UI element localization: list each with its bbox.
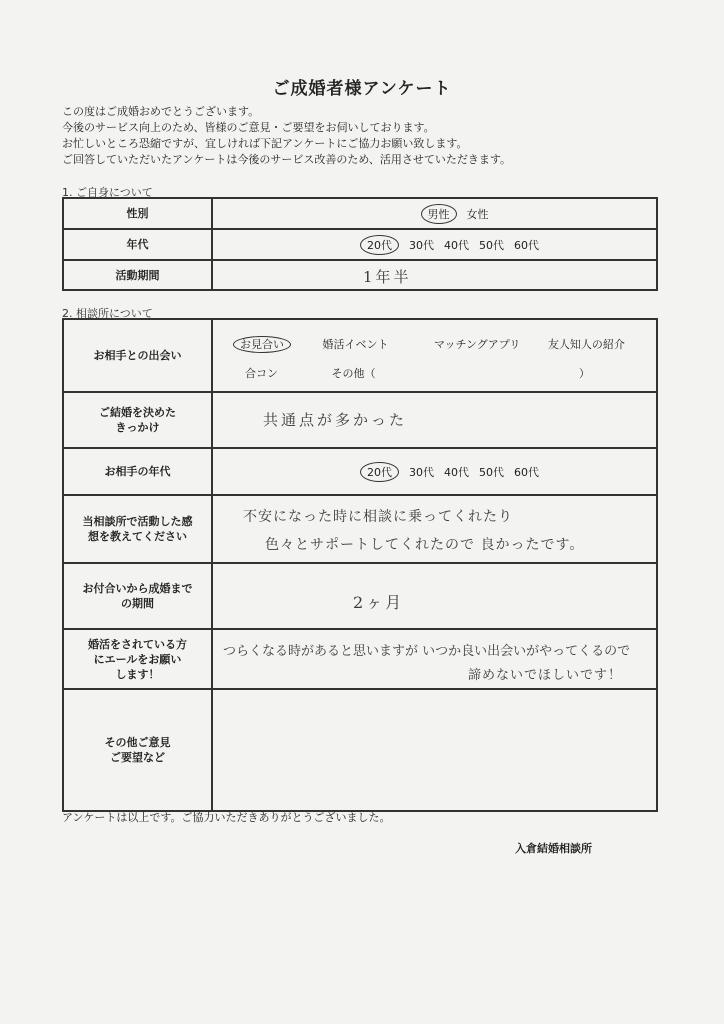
- impression-field[interactable]: [212, 495, 657, 563]
- duration-field[interactable]: [212, 563, 657, 629]
- reason-label: [63, 392, 212, 448]
- meeting-label: お相手との出会い: [63, 319, 212, 392]
- other-label-line: ご要望など: [110, 751, 165, 764]
- meeting-option-event[interactable]: 婚活イベント: [322, 338, 389, 351]
- duration-label: [63, 563, 212, 629]
- age-label: 年代: [63, 229, 212, 260]
- period-label: 活動期間: [63, 260, 212, 290]
- intro-text: [62, 104, 511, 168]
- age-option-20s[interactable]: 20代: [360, 235, 399, 255]
- section2-table: [62, 318, 658, 812]
- reason-label-line: きっかけ: [115, 421, 160, 434]
- partner-age-field[interactable]: [212, 448, 657, 495]
- intro-line: 今後のサービス向上のため、皆様のご意見・ご要望をお伺いしております。: [62, 121, 435, 134]
- age-option-30s[interactable]: 30代: [409, 238, 434, 252]
- page-title: ご成婚者様アンケート: [272, 79, 452, 99]
- section1-heading: 1. ご自身について: [62, 186, 153, 199]
- gender-female-option[interactable]: 女性: [466, 207, 489, 221]
- other-label: [63, 689, 212, 811]
- reason-field[interactable]: [212, 392, 657, 448]
- partner-age-option-30s[interactable]: 30代: [409, 465, 434, 479]
- partner-age-option-60s[interactable]: 60代: [514, 465, 539, 479]
- gender-label: 性別: [63, 198, 212, 229]
- duration-label-line: お付合いから成婚まで: [82, 582, 193, 595]
- reason-answer: 共通点が多かった: [263, 411, 408, 429]
- meeting-field[interactable]: [212, 319, 657, 392]
- office-name: 入倉結婚相談所: [515, 842, 592, 855]
- meeting-option-app[interactable]: マッチングアプリ: [434, 338, 521, 351]
- message-label: [63, 629, 212, 689]
- other-field[interactable]: [212, 689, 657, 811]
- message-answer-line1: つらくなる時があると思いますが いつか良い出会いがやってくるので: [223, 644, 631, 659]
- other-label-line: その他ご意見: [104, 736, 171, 749]
- duration-answer: 2ヶ月: [353, 593, 405, 612]
- partner-age-label: お相手の年代: [63, 448, 212, 495]
- meeting-option-omiai[interactable]: お見合い: [233, 336, 291, 353]
- impression-label-line: 当相談所で活動した感: [82, 515, 193, 528]
- intro-line: ご回答していただいたアンケートは今後のサービス改善のため、活用させていただきます。: [62, 153, 512, 166]
- impression-label-line: 想を教えてください: [88, 530, 187, 543]
- message-label-line: します！: [115, 667, 160, 681]
- impression-answer-line2: 色々とサポートしてくれたので 良かったです。: [265, 537, 585, 553]
- message-label-line: 婚活をされている方: [88, 637, 187, 651]
- gender-male-option[interactable]: 男性: [421, 204, 457, 224]
- closing-message: アンケートは以上です。ご協力いただきありがとうございました。: [62, 811, 391, 824]
- reason-label-line: ご結婚を決めた: [99, 406, 176, 419]
- meeting-other-close: ）: [579, 367, 590, 380]
- meeting-option-goukon[interactable]: 合コン: [245, 367, 278, 380]
- period-field[interactable]: [212, 260, 657, 290]
- meeting-option-other[interactable]: その他（: [331, 367, 376, 380]
- message-answer-line2: 諦めないでほしいです！: [468, 668, 623, 683]
- partner-age-option-40s[interactable]: 40代: [444, 465, 469, 479]
- age-option-60s[interactable]: 60代: [514, 238, 539, 252]
- partner-age-option-50s[interactable]: 50代: [479, 465, 504, 479]
- age-field[interactable]: [212, 229, 657, 260]
- period-answer: 1年半: [363, 268, 412, 286]
- impression-answer-line1: 不安になった時に相談に乗ってくれたり: [243, 509, 513, 525]
- meeting-option-friend[interactable]: 友人知人の紹介: [547, 338, 625, 351]
- message-label-line: にエールをお願い: [93, 652, 182, 666]
- age-option-50s[interactable]: 50代: [479, 238, 504, 252]
- section1-table: [62, 197, 658, 291]
- duration-label-line: の期間: [121, 597, 154, 610]
- gender-field[interactable]: [212, 198, 657, 229]
- message-field[interactable]: [212, 629, 657, 689]
- impression-label: [63, 495, 212, 563]
- age-option-40s[interactable]: 40代: [444, 238, 469, 252]
- section2-heading: 2. 相談所について: [62, 307, 153, 320]
- intro-line: お忙しいところ恐縮ですが、宜しければ下記アンケートにご協力お願い致します。: [62, 137, 468, 150]
- intro-line: この度はご成婚おめでとうございます。: [62, 105, 260, 118]
- partner-age-option-20s[interactable]: 20代: [360, 462, 399, 482]
